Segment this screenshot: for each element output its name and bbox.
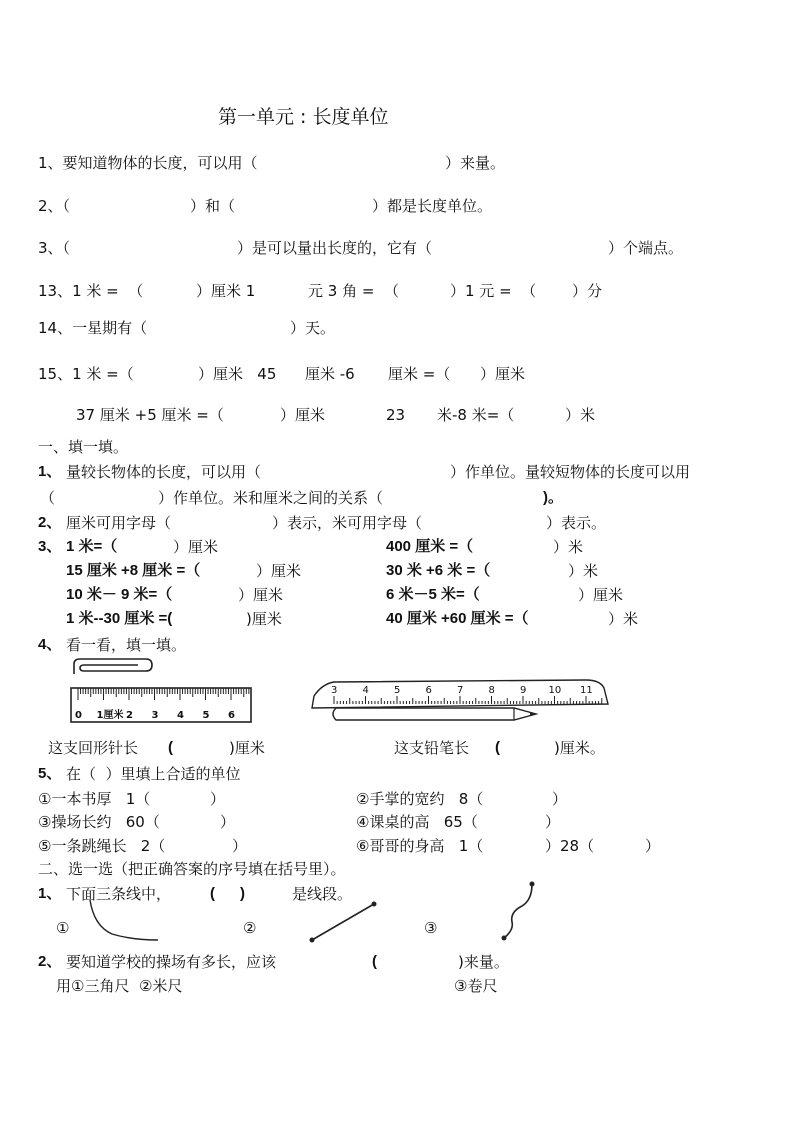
unit-item-6: ⑥哥哥的身高 1（ (356, 837, 484, 855)
pencil-open-paren: ( (495, 739, 500, 756)
q13-e: ）分 (572, 282, 603, 300)
q1-prefix: 1、要知道物体的长度，可以用（ (38, 154, 258, 172)
q15-a: 15、1 米 =（ (38, 365, 134, 383)
s2-q1-a: 下面三条线中， (66, 885, 172, 903)
ruler1-label: 1厘米 (96, 710, 124, 721)
q15b-a: 37 厘米 +5 厘米 =（ (76, 406, 224, 424)
q15-e: ）厘米 (480, 365, 526, 383)
unit-item-5: ⑤一条跳绳长 2（ (38, 837, 166, 855)
ruler2-label: 11 (580, 685, 593, 696)
option-1-label: ① (56, 919, 70, 937)
unit-item-1: ①一本书厚 1（ (38, 790, 151, 808)
s1-q5-text: 在（ ）里填上合适的单位 (66, 765, 241, 783)
s1-q3-number: 3、 (38, 538, 62, 555)
q3-row4-left-unit: )厘米 (246, 610, 282, 628)
page-title: 第一单元 : 长度单位 (218, 106, 389, 128)
s2-q2-c: )来量。 (458, 953, 509, 971)
s1-q5-number: 5、 (38, 765, 62, 782)
ruler1-label: 6 (228, 710, 235, 721)
paperclip-ruler-figure (66, 656, 256, 726)
s1-q1-d: ）作单位。米和厘米之间的关系（ (158, 489, 384, 507)
s1-q1-e: )。 (543, 489, 563, 506)
q3-row1-right-unit: ）米 (553, 538, 584, 556)
s2-q2-b: ( (372, 953, 377, 970)
s1-q1-number: 1、 (38, 463, 62, 480)
q3-prefix: 3、（ (38, 239, 71, 257)
option-3-label: ③ (424, 919, 438, 937)
ruler1-label: 4 (177, 710, 184, 721)
pencil-question: 这支铅笔长 (394, 739, 470, 757)
ruler1-label: 2 (126, 710, 133, 721)
q3-row2-right: 30 米 +6 米 =（ (386, 562, 491, 579)
q15-b: ）厘米 45 (198, 365, 277, 383)
s1-q2-number: 2、 (38, 514, 62, 531)
unit-item-3: ③操场长约 60（ (38, 813, 160, 831)
unit-item-4: ④课桌的高 65（ (356, 813, 478, 831)
s2-q2-a: 要知道学校的操场有多长，应该 (66, 953, 277, 971)
s1-q4-number: 4、 (38, 636, 62, 653)
ruler1-label: 3 (151, 710, 159, 721)
q3-row4-left: 1 米--30 厘米 =( (66, 610, 173, 627)
wavy-segment-option-3 (492, 878, 552, 948)
ruler2-label: 10 (548, 685, 562, 696)
q3-row4-right-unit: ）米 (608, 610, 639, 628)
q3-row3-right: 6 米－5 米=（ (386, 586, 480, 603)
s2-q2-options-b: ③卷尺 (454, 977, 498, 995)
unit-item-3-close: ） (220, 813, 236, 831)
unit-item-6-close: ）28（ (545, 837, 595, 855)
q15-c: 厘米 -6 (305, 365, 355, 383)
q13-a: 13、1 米 = （ (38, 282, 144, 300)
ruler1-label: 5 (202, 710, 210, 721)
s2-q1-b: ( ) (210, 885, 245, 902)
q3-row4-right: 40 厘米 +60 厘米 =（ (386, 610, 529, 627)
q3-row3-left: 10 米－ 9 米=（ (66, 586, 173, 603)
q1-suffix: ）来量。 (445, 154, 506, 172)
q15b-d: 米-8 米=（ (437, 406, 515, 424)
s2-q1-c: 是线段。 (292, 885, 353, 903)
ruler2-label: 5 (394, 685, 401, 696)
q2-mid: ）和（ (190, 197, 236, 215)
q3-row1-left-unit: ）厘米 (173, 538, 219, 556)
unit-item-4-close: ） (545, 813, 561, 831)
q15b-c: 23 (386, 406, 406, 424)
pencil-unit: )厘米。 (554, 739, 605, 757)
ruler2-label: 8 (488, 685, 495, 696)
line-segment-option-2 (304, 898, 384, 948)
q2-suffix: ）都是长度单位。 (372, 197, 493, 215)
q15b-e: ）米 (565, 406, 596, 424)
q13-c: 元 3 角 = （ (308, 282, 399, 300)
q3-row3-left-unit: ）厘米 (238, 586, 284, 604)
section2-heading: 二、选一选（把正确答案的序号填在括号里）。 (38, 860, 346, 878)
s1-q2-a: 厘米可用字母（ (66, 514, 172, 532)
ruler1-label: 0 (75, 710, 82, 721)
unit-item-1-close: ） (210, 790, 226, 808)
s2-q1-number: 1、 (38, 885, 62, 902)
curved-line-option-1 (86, 896, 166, 946)
q3-row2-left-unit: ）厘米 (256, 562, 302, 580)
s1-q2-c: ）表示。 (546, 514, 607, 532)
unit-item-2-close: ） (552, 790, 568, 808)
ruler2-label: 7 (457, 685, 464, 696)
unit-item-5-close: ） (232, 837, 248, 855)
ruler2-label: 4 (362, 685, 369, 696)
s2-q2-number: 2、 (38, 953, 62, 970)
ruler2-label: 3 (331, 685, 338, 696)
s1-q1-b: ）作单位。量较短物体的长度可以用 (450, 463, 691, 481)
q13-d: ）1 元 = （ (450, 282, 537, 300)
s1-q1-a: 量较长物体的长度，可以用（ (66, 463, 262, 481)
q3-row1-left: 1 米=（ (66, 538, 118, 555)
paperclip-question: 这支回形针长 (48, 739, 139, 757)
unit-item-2: ②手掌的宽约 8（ (356, 790, 484, 808)
q3-row3-right-unit: ）厘米 (578, 586, 624, 604)
section1-heading: 一、填一填。 (38, 438, 129, 456)
s1-q4-text: 看一看，填一填。 (66, 636, 187, 654)
paperclip-icon (74, 659, 152, 674)
q15-d: 厘米 =（ (388, 365, 451, 383)
ruler2-label: 9 (520, 685, 527, 696)
pencil-icon (333, 708, 536, 720)
q14-suffix: ）天。 (290, 319, 336, 337)
q15b-b: ）厘米 (280, 406, 326, 424)
paperclip-unit: )厘米 (229, 739, 265, 757)
paperclip-open-paren: ( (168, 739, 173, 756)
s1-q1-c: （ (40, 489, 56, 507)
option-2-label: ② (243, 919, 257, 937)
q3-suffix: ）个端点。 (608, 239, 684, 257)
q13-b: ）厘米 1 (196, 282, 256, 300)
ruler2-label: 6 (425, 685, 432, 696)
q3-row1-right: 400 厘米 =（ (386, 538, 474, 555)
s1-q2-b: ）表示，米可用字母（ (272, 514, 423, 532)
q3-row2-left: 15 厘米 +8 厘米 =（ (66, 562, 201, 579)
q2-prefix: 2、（ (38, 197, 71, 215)
q3-row2-right-unit: ）米 (568, 562, 599, 580)
unit-item-6-close2: ） (645, 837, 661, 855)
s2-q2-options-a: 用①三角尺 ②米尺 (56, 977, 183, 995)
q3-mid: ）是可以量出长度的，它有（ (237, 239, 433, 257)
q14-prefix: 14、一星期有（ (38, 319, 148, 337)
pencil-ruler-figure (304, 674, 614, 734)
